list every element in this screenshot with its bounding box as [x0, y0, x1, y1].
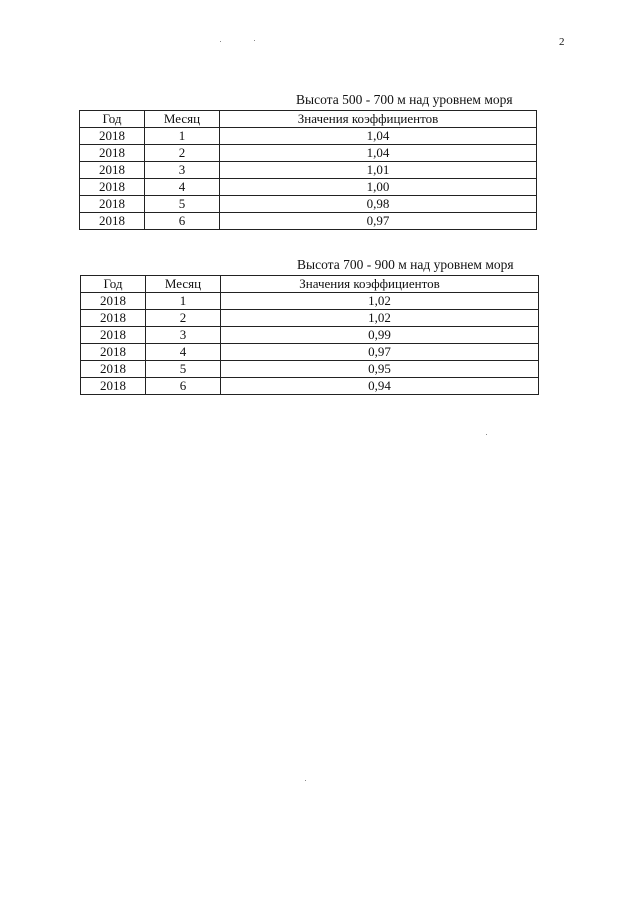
- table-caption: Высота 700 - 900 м над уровнем моря: [297, 257, 514, 272]
- cell-year: 2018: [80, 162, 145, 179]
- table-row: [81, 327, 539, 344]
- table-row: [80, 145, 537, 162]
- table-caption: Высота 500 - 700 м над уровнем моря: [296, 92, 513, 107]
- cell-coefficient: 0,98: [220, 196, 537, 213]
- cell-year: 2018: [81, 327, 146, 344]
- header-coefficients: Значения коэффициентов: [221, 276, 539, 293]
- cell-year: 2018: [81, 310, 146, 327]
- table-row: [80, 162, 537, 179]
- cell-coefficient: 0,97: [221, 344, 539, 361]
- cell-year: 2018: [80, 196, 145, 213]
- cell-month: 5: [145, 196, 220, 213]
- scan-speck: [305, 780, 306, 781]
- scan-speck: [220, 41, 221, 42]
- table-row: [80, 213, 537, 230]
- cell-coefficient: 0,99: [221, 327, 539, 344]
- cell-coefficient: 0,95: [221, 361, 539, 378]
- cell-month: 2: [146, 310, 221, 327]
- cell-coefficient: 1,04: [220, 128, 537, 145]
- cell-year: 2018: [81, 344, 146, 361]
- header-year: Год: [81, 276, 146, 293]
- cell-coefficient: 1,02: [221, 293, 539, 310]
- table-row: [80, 196, 537, 213]
- cell-coefficient: 1,02: [221, 310, 539, 327]
- table-row: [81, 344, 539, 361]
- header-month: Месяц: [145, 111, 220, 128]
- coefficient-table: [79, 110, 537, 230]
- header-coefficients: Значения коэффициентов: [220, 111, 537, 128]
- cell-month: 6: [146, 378, 221, 395]
- cell-month: 1: [145, 128, 220, 145]
- table-row: [81, 361, 539, 378]
- table-header-row: [81, 276, 539, 293]
- cell-coefficient: 0,94: [221, 378, 539, 395]
- coefficient-table: [80, 275, 539, 395]
- cell-month: 3: [145, 162, 220, 179]
- scan-speck: [486, 434, 487, 435]
- scan-speck: [254, 40, 255, 41]
- cell-year: 2018: [80, 179, 145, 196]
- cell-month: 6: [145, 213, 220, 230]
- cell-month: 4: [145, 179, 220, 196]
- table-header-row: [80, 111, 537, 128]
- cell-year: 2018: [80, 145, 145, 162]
- cell-month: 3: [146, 327, 221, 344]
- cell-year: 2018: [81, 378, 146, 395]
- cell-coefficient: 0,97: [220, 213, 537, 230]
- cell-month: 1: [146, 293, 221, 310]
- cell-month: 2: [145, 145, 220, 162]
- table-row: [81, 378, 539, 395]
- header-month: Месяц: [146, 276, 221, 293]
- table-row: [81, 310, 539, 327]
- cell-month: 5: [146, 361, 221, 378]
- cell-coefficient: 1,01: [220, 162, 537, 179]
- cell-month: 4: [146, 344, 221, 361]
- cell-year: 2018: [80, 128, 145, 145]
- page-number: 2: [559, 36, 565, 48]
- cell-coefficient: 1,00: [220, 179, 537, 196]
- cell-coefficient: 1,04: [220, 145, 537, 162]
- cell-year: 2018: [81, 361, 146, 378]
- table-row: [80, 179, 537, 196]
- header-year: Год: [80, 111, 145, 128]
- cell-year: 2018: [80, 213, 145, 230]
- table-row: [81, 293, 539, 310]
- cell-year: 2018: [81, 293, 146, 310]
- table-row: [80, 128, 537, 145]
